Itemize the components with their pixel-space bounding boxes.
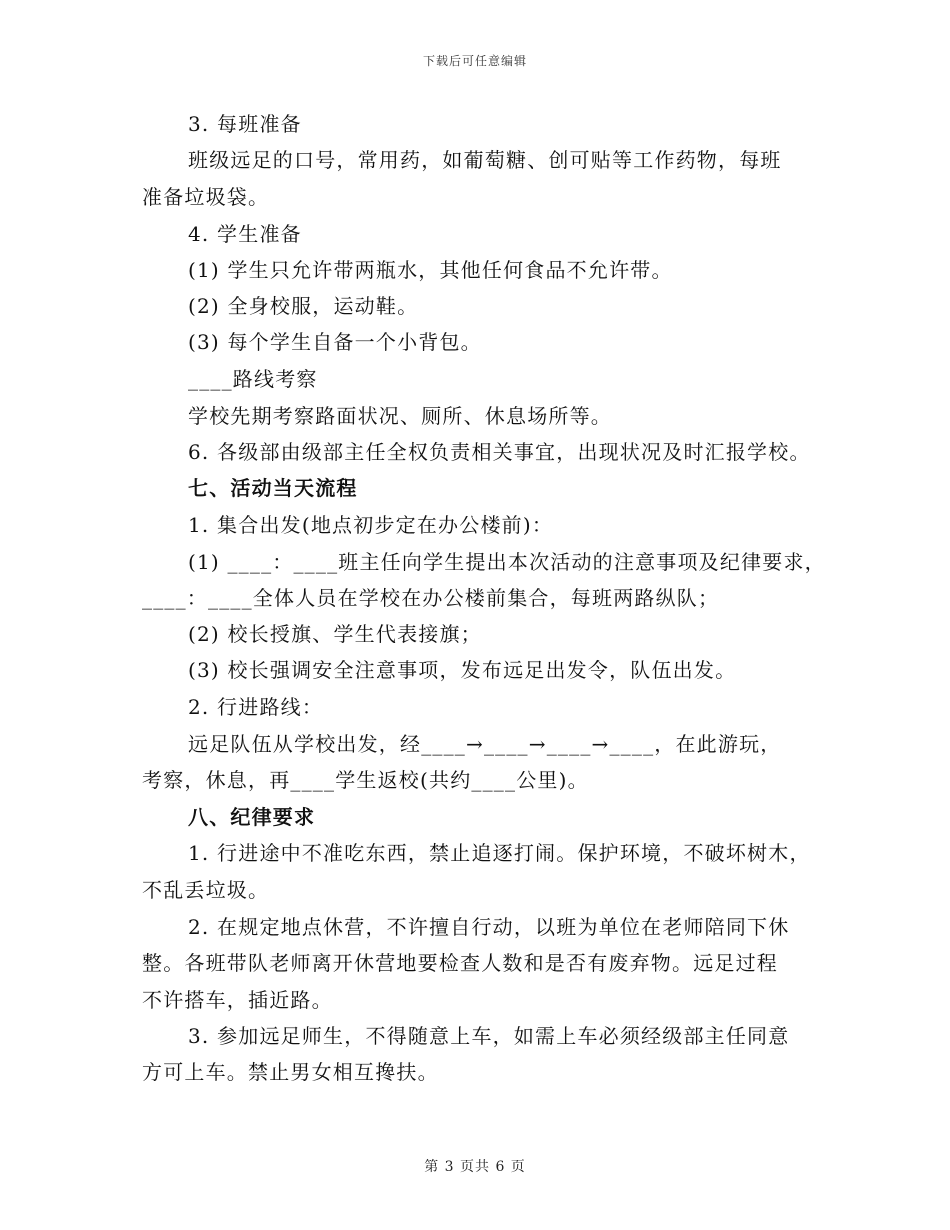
paragraph-line: (1) 学生只允许带两瓶水，其他任何食品不允许带。 [188,258,673,282]
paragraph-line: (3) 每个学生自备一个小背包。 [188,330,482,354]
paragraph-line: 2. 行进路线： [188,695,324,719]
paragraph-line: 班级远足的口号，常用药，如葡萄糖、创可贴等工作药物，每班 [188,148,782,172]
paragraph-line: (1) ____：____班主任向学生提出本次活动的注意事项及纪律要求， [188,550,826,574]
paragraph-line: 不乱丢垃圾。 [142,878,270,902]
paragraph-line: ____路线考察 [188,367,318,391]
paragraph-line: 考察，休息，再____学生返校(共约____公里)。 [142,768,589,792]
paragraph-line: 2. 在规定地点休营，不许擅自行动，以班为单位在老师陪同下休 [188,915,790,939]
paragraph-line: 远足队伍从学校出发，经____→____→____→____，在此游玩， [188,732,782,756]
paragraph-line: 6. 各级部由级部主任全权负责相关事宜，出现状况及时汇报学校。 [188,440,811,464]
paragraph-line: 4. 学生准备 [188,222,302,246]
paragraph-line: (2) 全身校服，运动鞋。 [188,294,419,318]
paragraph-line: 学校先期考察路面状况、厕所、休息场所等。 [188,404,612,428]
section-heading: 七、活动当天流程 [188,476,358,500]
paragraph-line: ____：____全体人员在学校在办公楼前集合，每班两路纵队； [142,586,720,610]
paragraph-line: 3. 每班准备 [188,112,302,136]
paragraph-line: 1. 行进途中不准吃东西，禁止追逐打闹。保护环境，不破坏树木， [188,841,811,865]
page-header: 下载后可任意编辑 [422,54,527,68]
section-heading: 八、纪律要求 [188,805,316,829]
paragraph-line: 准备垃圾袋。 [142,185,270,209]
paragraph-line: (3) 校长强调安全注意事项，发布远足出发令，队伍出发。 [188,658,737,682]
paragraph-line: (2) 校长授旗、学生代表接旗； [188,622,482,646]
paragraph-line: 整。各班带队老师离开休营地要检查人数和是否有废弃物。远足过程 [142,951,778,975]
paragraph-line: 1. 集合出发(地点初步定在办公楼前)： [188,513,554,537]
paragraph-line: 不许搭车，插近路。 [142,988,333,1012]
page-footer: 第 3 页共 6 页 [424,1159,526,1175]
paragraph-line: 3. 参加远足师生，不得随意上车，如需上车必须经级部主任同意 [188,1024,790,1048]
paragraph-line: 方可上车。禁止男女相互搀扶。 [142,1060,439,1084]
